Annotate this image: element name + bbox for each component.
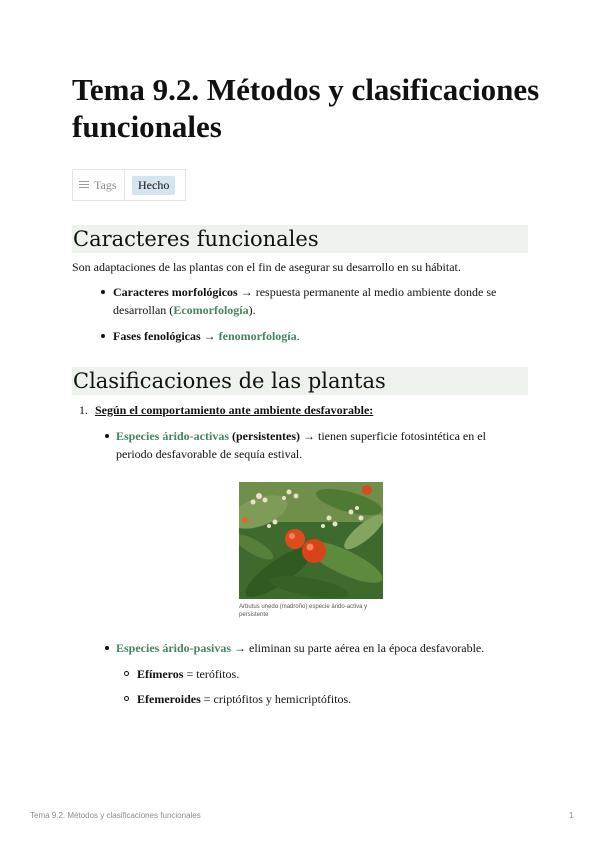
fenomorfologia-link: fenomorfología <box>218 329 297 343</box>
page-title: Tema 9.2. Métodos y clasificaciones funcionales <box>72 72 540 144</box>
item-bold: Efemeroides <box>137 692 201 706</box>
list-item-fenologicas <box>113 327 300 346</box>
tags-value <box>125 170 185 200</box>
tag-chip[interactable]: Hecho <box>132 176 175 195</box>
list-item-arido-activas-line2: periodo desfavorable de sequía estival. <box>116 447 303 461</box>
item-bold: (persistentes) <box>229 429 300 443</box>
section-heading-clasificaciones: Clasificaciones de las plantas <box>72 367 528 395</box>
list-item-morfologicos-line2 <box>113 301 256 320</box>
list-number: 1. <box>79 403 88 417</box>
item-text: . <box>296 329 300 343</box>
list-icon <box>79 181 89 189</box>
sublist-item-efimeros <box>137 665 239 684</box>
tags-label <box>73 170 125 200</box>
arido-pasivas-term: Especies árido-pasivas <box>116 641 232 655</box>
arido-activas-term: Especies árido-activas <box>116 429 229 443</box>
item-text: desarrollan ( <box>113 303 174 317</box>
tags-label-text: Tags <box>94 177 117 192</box>
item-text: = criptófitos y hemicriptófitos. <box>200 692 352 706</box>
item-bold: Efímeros <box>137 667 184 681</box>
item-bold: Caracteres morfológicos → <box>113 285 253 299</box>
section-heading-caracteres: Caracteres funcionales <box>72 225 528 253</box>
item-text: → tienen superficie fotosintética en el <box>299 429 486 443</box>
item-text: = terófitos. <box>183 667 240 681</box>
footer-title: Tema 9.2. Métodos y clasificaciones funcionales <box>30 811 201 820</box>
item-text: → eliminan su parte aérea en la época desfavorable. <box>231 641 485 655</box>
footer-page-number: 1 <box>569 811 574 820</box>
ecomorfologia-link: Ecomorfología <box>173 303 249 317</box>
hollow-bullet-icon <box>124 696 129 701</box>
hollow-bullet-icon <box>124 671 129 676</box>
item-text: ). <box>248 303 256 317</box>
bullet-icon <box>101 290 105 294</box>
tags-property <box>72 169 186 201</box>
item-bold: Fases fenológicas → <box>113 329 216 343</box>
madrono-photo <box>239 482 383 599</box>
numbered-item-title: Según el comportamiento ante ambiente desfavorable: <box>95 403 374 417</box>
sublist-item-efemeroides <box>137 690 351 709</box>
item-text: respuesta permanente al medio ambiente donde se <box>252 285 497 299</box>
bullet-icon <box>105 646 109 650</box>
bullet-icon <box>101 334 105 338</box>
photo-caption: Arbutus unedo (madroño) especie árido-activa y persistente <box>239 604 368 618</box>
intro-paragraph: Son adaptaciones de las plantas con el fin de asegurar su desarrollo en su hábitat. <box>72 260 461 274</box>
list-item-arido-pasivas <box>116 639 484 658</box>
list-item-arido-activas <box>116 427 486 446</box>
list-item-morfologicos <box>113 283 496 302</box>
bullet-icon <box>105 434 109 438</box>
